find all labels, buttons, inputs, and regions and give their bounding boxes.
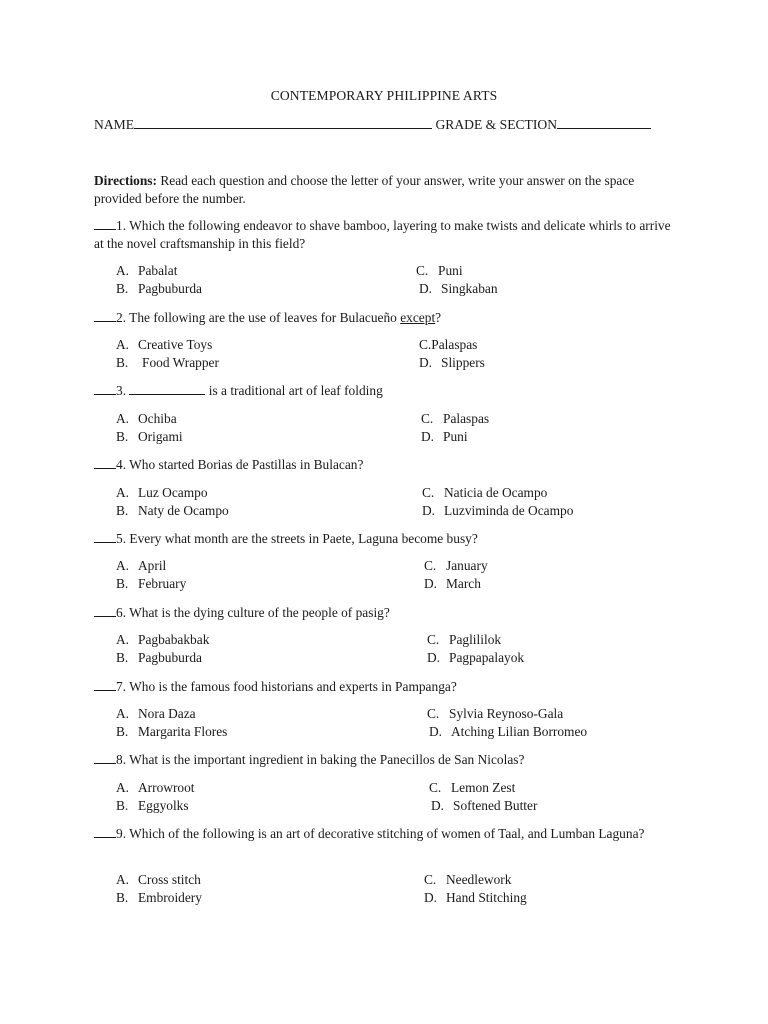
grade-section-label: GRADE & SECTION bbox=[435, 117, 558, 132]
option-c bbox=[427, 705, 563, 723]
option-c bbox=[422, 484, 547, 502]
question-text: Every what month are the streets in Paete, Laguna become busy? bbox=[126, 531, 478, 546]
question-number: 6. bbox=[116, 605, 127, 620]
question-6 bbox=[94, 604, 674, 622]
option-a bbox=[116, 336, 212, 354]
question-number: 7. bbox=[116, 679, 127, 694]
option-letter: D. bbox=[424, 576, 438, 591]
page-title: CONTEMPORARY PHILIPPINE ARTS bbox=[270, 88, 498, 103]
option-text: January bbox=[446, 558, 488, 573]
option-d bbox=[421, 428, 468, 446]
option-letter: D. bbox=[424, 890, 438, 905]
option-letter: C. bbox=[422, 485, 435, 500]
question-text: is a traditional art of leaf folding bbox=[205, 383, 383, 398]
option-letter: A. bbox=[116, 632, 130, 647]
option-text: April bbox=[138, 558, 167, 573]
option-text: Hand Stitching bbox=[446, 890, 527, 905]
option-b bbox=[116, 889, 202, 907]
question-number: 9. bbox=[116, 826, 127, 841]
directions-text: Read each question and choose the letter of your answer, write your answer on the space provided before the number. bbox=[94, 173, 635, 206]
option-text: Softened Butter bbox=[453, 798, 538, 813]
option-text: Nora Daza bbox=[138, 706, 196, 721]
option-text: Puni bbox=[443, 429, 468, 444]
option-text: Creative Toys bbox=[138, 337, 213, 352]
option-text: Puni bbox=[438, 263, 463, 278]
question-1 bbox=[94, 217, 674, 253]
option-letter: B. bbox=[116, 576, 129, 591]
option-letter: A. bbox=[116, 485, 130, 500]
option-letter: C. bbox=[427, 632, 440, 647]
option-d bbox=[431, 797, 537, 815]
option-b bbox=[116, 723, 227, 741]
option-text: Luzviminda de Ocampo bbox=[444, 503, 574, 518]
grade-section-line[interactable] bbox=[557, 116, 651, 129]
option-text: Embroidery bbox=[138, 890, 202, 905]
question-8 bbox=[94, 751, 674, 769]
option-a bbox=[116, 557, 166, 575]
question-number: 5. bbox=[116, 531, 127, 546]
option-letter: A. bbox=[116, 780, 130, 795]
question-3 bbox=[94, 382, 674, 400]
answer-blank[interactable] bbox=[94, 825, 116, 838]
option-letter: D. bbox=[419, 355, 433, 370]
option-d bbox=[419, 280, 498, 298]
option-text: February bbox=[138, 576, 187, 591]
answer-blank[interactable] bbox=[94, 217, 116, 230]
option-letter: D. bbox=[431, 798, 445, 813]
option-letter: A. bbox=[116, 337, 130, 352]
answer-blank[interactable] bbox=[94, 530, 116, 543]
answer-blank[interactable] bbox=[94, 309, 116, 322]
option-letter: C. bbox=[424, 558, 437, 573]
option-text: Pabalat bbox=[138, 263, 178, 278]
option-b bbox=[116, 575, 186, 593]
question-text: What is the dying culture of the people of pasig? bbox=[126, 605, 390, 620]
question-number: 2. bbox=[116, 310, 127, 325]
question-number: 8. bbox=[116, 752, 127, 767]
option-letter: B. bbox=[116, 724, 129, 739]
option-letter: C. bbox=[419, 337, 432, 352]
question-4 bbox=[94, 456, 674, 474]
option-text: Pagbuburda bbox=[138, 650, 202, 665]
option-letter: B. bbox=[116, 281, 129, 296]
name-line[interactable] bbox=[134, 116, 432, 129]
option-text: Singkaban bbox=[441, 281, 498, 296]
question-text: The following are the use of leaves for Bulacueño bbox=[126, 310, 401, 325]
option-d bbox=[429, 723, 587, 741]
answer-blank[interactable] bbox=[94, 678, 116, 691]
option-letter: C. bbox=[429, 780, 442, 795]
option-text: Pagbuburda bbox=[138, 281, 202, 296]
option-b bbox=[116, 354, 219, 372]
option-text: Cross stitch bbox=[138, 872, 201, 887]
answer-blank[interactable] bbox=[94, 751, 116, 764]
fill-in-blank[interactable] bbox=[129, 382, 205, 395]
option-letter: B. bbox=[116, 355, 129, 370]
option-text: Food Wrapper bbox=[142, 355, 219, 370]
option-letter: A. bbox=[116, 706, 130, 721]
question-9 bbox=[94, 825, 674, 843]
option-text: Atching Lilian Borromeo bbox=[451, 724, 588, 739]
answer-blank[interactable] bbox=[94, 456, 116, 469]
option-b bbox=[116, 649, 202, 667]
answer-blank[interactable] bbox=[94, 382, 116, 395]
question-number: 1. bbox=[116, 218, 127, 233]
question-emphasis: except bbox=[400, 310, 436, 325]
option-letter: C. bbox=[424, 872, 437, 887]
answer-blank[interactable] bbox=[94, 604, 116, 617]
option-a bbox=[116, 631, 209, 649]
option-text: Arrowroot bbox=[138, 780, 195, 795]
question-2 bbox=[94, 309, 674, 327]
option-d bbox=[427, 649, 524, 667]
option-a bbox=[116, 871, 201, 889]
option-letter: D. bbox=[419, 281, 433, 296]
option-d bbox=[419, 354, 485, 372]
option-text: Paglililok bbox=[449, 632, 502, 647]
option-d bbox=[424, 889, 527, 907]
question-number: 3. bbox=[116, 383, 127, 398]
question-text: Who started Borias de Pastillas in Bulacan? bbox=[126, 457, 364, 472]
option-text: Luz Ocampo bbox=[138, 485, 208, 500]
option-a bbox=[116, 705, 196, 723]
option-c bbox=[427, 631, 501, 649]
option-a bbox=[116, 410, 177, 428]
option-letter: B. bbox=[116, 798, 129, 813]
option-text: Naty de Ocampo bbox=[138, 503, 229, 518]
option-c bbox=[429, 779, 515, 797]
option-letter: D. bbox=[427, 650, 441, 665]
option-letter: A. bbox=[116, 411, 130, 426]
question-5 bbox=[94, 530, 674, 548]
option-c bbox=[424, 871, 511, 889]
option-text: Naticia de Ocampo bbox=[444, 485, 548, 500]
name-grade-row bbox=[94, 116, 674, 133]
option-text: Palaspas bbox=[431, 337, 478, 352]
option-a bbox=[116, 484, 208, 502]
question-text: Who is the famous food historians and experts in Pampanga? bbox=[126, 679, 457, 694]
directions-label: Directions: bbox=[94, 173, 157, 188]
option-b bbox=[116, 280, 202, 298]
directions bbox=[94, 172, 674, 208]
option-a bbox=[116, 779, 195, 797]
option-letter: A. bbox=[116, 263, 130, 278]
option-text: Eggyolks bbox=[138, 798, 189, 813]
name-label: NAME bbox=[94, 117, 135, 132]
option-c bbox=[419, 336, 477, 354]
option-text: Pagpapalayok bbox=[449, 650, 525, 665]
option-c bbox=[421, 410, 489, 428]
option-letter: A. bbox=[116, 872, 130, 887]
question-text: Which the following endeavor to shave bamboo, layering to make twists and delicate whirls to arrive at the novel craftsmanship in this field? bbox=[94, 218, 671, 251]
option-letter: C. bbox=[421, 411, 434, 426]
option-text: Ochiba bbox=[138, 411, 177, 426]
option-text: Needlework bbox=[446, 872, 512, 887]
option-b bbox=[116, 428, 183, 446]
option-letter: B. bbox=[116, 429, 129, 444]
option-letter: D. bbox=[429, 724, 443, 739]
option-text: Lemon Zest bbox=[451, 780, 516, 795]
question-number: 4. bbox=[116, 457, 127, 472]
option-text: Pagbabakbak bbox=[138, 632, 210, 647]
option-letter: D. bbox=[421, 429, 435, 444]
option-letter: B. bbox=[116, 650, 129, 665]
option-letter: C. bbox=[416, 263, 429, 278]
option-text: Origami bbox=[138, 429, 183, 444]
option-c bbox=[416, 262, 463, 280]
option-d bbox=[424, 575, 481, 593]
option-a bbox=[116, 262, 177, 280]
question-text: What is the important ingredient in baking the Panecillos de San Nicolas? bbox=[126, 752, 525, 767]
option-letter: A. bbox=[116, 558, 130, 573]
option-d bbox=[422, 502, 573, 520]
option-text: Sylvia Reynoso-Gala bbox=[449, 706, 564, 721]
question-7 bbox=[94, 678, 674, 696]
option-letter: B. bbox=[116, 503, 129, 518]
option-c bbox=[424, 557, 488, 575]
question-text-end: ? bbox=[435, 310, 442, 325]
option-text: Palaspas bbox=[443, 411, 490, 426]
option-text: Slippers bbox=[441, 355, 485, 370]
option-letter: C. bbox=[427, 706, 440, 721]
option-text: Margarita Flores bbox=[138, 724, 228, 739]
option-b bbox=[116, 797, 189, 815]
option-letter: B. bbox=[116, 890, 129, 905]
option-b bbox=[116, 502, 229, 520]
question-text: Which of the following is an art of decorative stitching of women of Taal, and Lumban Laguna? bbox=[126, 826, 645, 841]
option-text: March bbox=[446, 576, 481, 591]
option-letter: D. bbox=[422, 503, 436, 518]
